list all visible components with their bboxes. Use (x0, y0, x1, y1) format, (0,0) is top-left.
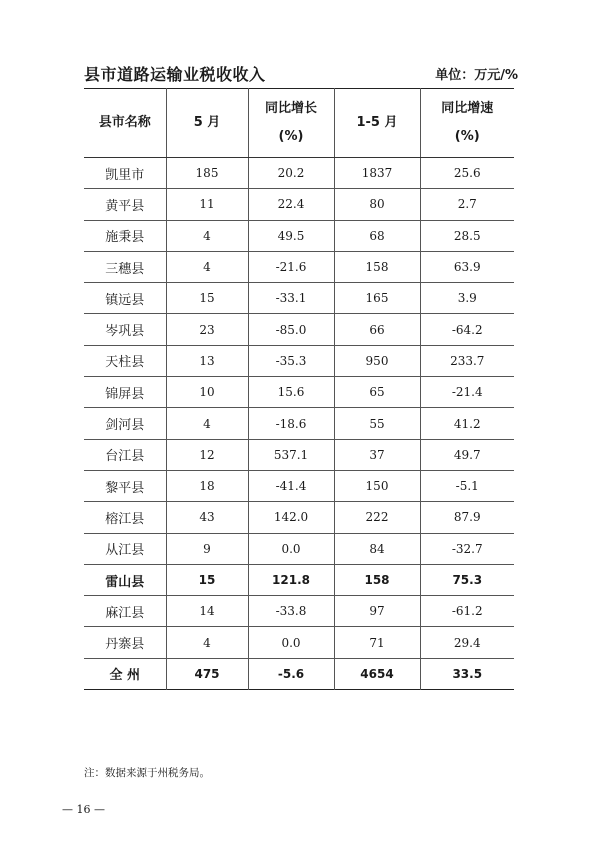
cell-county: 雷山县 (84, 564, 166, 595)
cell-ytd-yoy: 63.9 (420, 251, 514, 282)
table-row (84, 283, 514, 314)
cell-ytd: 55 (334, 408, 420, 439)
unit-label: 单位：万元/% (435, 68, 518, 83)
cell-ytd-yoy: 41.2 (420, 408, 514, 439)
cell-may: 23 (166, 314, 248, 345)
cell-ytd: 65 (334, 377, 420, 408)
cell-may-yoy: 49.5 (248, 220, 334, 251)
cell-may: 14 (166, 596, 248, 627)
cell-ytd: 222 (334, 502, 420, 533)
table-body (84, 158, 514, 690)
cell-may: 4 (166, 251, 248, 282)
cell-may-yoy: -5.6 (248, 658, 334, 689)
table-row (84, 658, 514, 689)
cell-ytd: 158 (334, 564, 420, 595)
cell-may: 13 (166, 345, 248, 376)
table-row (84, 502, 514, 533)
cell-ytd-yoy: 3.9 (420, 283, 514, 314)
cell-ytd-yoy: -64.2 (420, 314, 514, 345)
cell-may-yoy: -18.6 (248, 408, 334, 439)
table-row (84, 251, 514, 282)
cell-ytd-yoy: 25.6 (420, 158, 514, 189)
table-row (84, 627, 514, 658)
table-row (84, 189, 514, 220)
cell-ytd: 165 (334, 283, 420, 314)
cell-may: 18 (166, 470, 248, 501)
table-row (84, 596, 514, 627)
table-row (84, 314, 514, 345)
cell-county: 全 州 (109, 668, 141, 684)
table-row (84, 470, 514, 501)
cell-ytd-yoy: 87.9 (420, 502, 514, 533)
cell-may: 15 (166, 283, 248, 314)
cell-may: 11 (166, 189, 248, 220)
cell-ytd: 950 (334, 345, 420, 376)
cell-may-yoy: -85.0 (248, 314, 334, 345)
cell-county: 施秉县 (84, 220, 166, 251)
cell-county: 岑巩县 (84, 314, 166, 345)
cell-may-yoy: 142.0 (248, 502, 334, 533)
cell-ytd: 97 (334, 596, 420, 627)
cell-county: 从江县 (84, 533, 166, 564)
table-row (84, 564, 514, 595)
cell-may: 10 (166, 377, 248, 408)
table-header-row (84, 89, 514, 158)
cell-ytd-yoy: -32.7 (420, 533, 514, 564)
cell-may-yoy: 22.4 (248, 189, 334, 220)
cell-county: 榕江县 (84, 502, 166, 533)
page-number: — 16 — (62, 803, 105, 816)
cell-county: 黎平县 (84, 470, 166, 501)
page-title: 县市道路运输业税收收入 (84, 65, 266, 84)
cell-may: 4 (166, 627, 248, 658)
cell-ytd: 66 (334, 314, 420, 345)
cell-may: 43 (166, 502, 248, 533)
cell-ytd: 1837 (334, 158, 420, 189)
table-row (84, 220, 514, 251)
cell-ytd-yoy: 33.5 (420, 658, 514, 689)
header-county: 县市名称 (84, 89, 166, 158)
cell-county: 台江县 (84, 439, 166, 470)
cell-county: 三穗县 (84, 251, 166, 282)
cell-county: 剑河县 (84, 408, 166, 439)
table-row (84, 377, 514, 408)
header-ytd-yoy: 同比增速 (%) (420, 89, 514, 158)
cell-may-yoy: 0.0 (248, 627, 334, 658)
tax-revenue-table (84, 88, 514, 690)
cell-ytd: 37 (334, 439, 420, 470)
cell-may: 4 (166, 220, 248, 251)
cell-may-yoy: -33.8 (248, 596, 334, 627)
table-row (84, 408, 514, 439)
cell-county: 锦屏县 (84, 377, 166, 408)
cell-ytd: 158 (334, 251, 420, 282)
cell-may-yoy: 121.8 (248, 564, 334, 595)
cell-may: 12 (166, 439, 248, 470)
cell-ytd: 150 (334, 470, 420, 501)
cell-ytd-yoy: 75.3 (420, 564, 514, 595)
cell-county: 麻江县 (84, 596, 166, 627)
table-row (84, 439, 514, 470)
header-ytd: 1-5 月 (334, 89, 420, 158)
cell-may-yoy: -21.6 (248, 251, 334, 282)
header-may: 5 月 (166, 89, 248, 158)
cell-ytd: 68 (334, 220, 420, 251)
cell-ytd: 80 (334, 189, 420, 220)
cell-may-yoy: 537.1 (248, 439, 334, 470)
table-row (84, 533, 514, 564)
cell-may: 185 (166, 158, 248, 189)
cell-ytd-yoy: 2.7 (420, 189, 514, 220)
table-row (84, 345, 514, 376)
cell-may-yoy: 0.0 (248, 533, 334, 564)
cell-may-yoy: 15.6 (248, 377, 334, 408)
cell-may-yoy: -33.1 (248, 283, 334, 314)
cell-ytd: 71 (334, 627, 420, 658)
cell-ytd-yoy: -21.4 (420, 377, 514, 408)
cell-ytd-yoy: 28.5 (420, 220, 514, 251)
cell-county: 镇远县 (84, 283, 166, 314)
header-may-yoy: 同比增长 (%) (248, 89, 334, 158)
cell-ytd-yoy: -61.2 (420, 596, 514, 627)
cell-ytd-yoy: 29.4 (420, 627, 514, 658)
cell-may-yoy: -35.3 (248, 345, 334, 376)
cell-may: 9 (166, 533, 248, 564)
cell-county: 凯里市 (84, 158, 166, 189)
cell-may-yoy: 20.2 (248, 158, 334, 189)
cell-ytd-yoy: -5.1 (420, 470, 514, 501)
cell-county: 黄平县 (84, 189, 166, 220)
source-note: 注：数据来源于州税务局。 (84, 767, 210, 779)
cell-may: 475 (166, 658, 248, 689)
table-row (84, 158, 514, 189)
cell-may: 4 (166, 408, 248, 439)
cell-may: 15 (166, 564, 248, 595)
cell-county: 丹寨县 (84, 627, 166, 658)
cell-ytd-yoy: 233.7 (420, 345, 514, 376)
cell-ytd: 4654 (334, 658, 420, 689)
cell-ytd-yoy: 49.7 (420, 439, 514, 470)
cell-may-yoy: -41.4 (248, 470, 334, 501)
cell-county: 天柱县 (84, 345, 166, 376)
cell-ytd: 84 (334, 533, 420, 564)
